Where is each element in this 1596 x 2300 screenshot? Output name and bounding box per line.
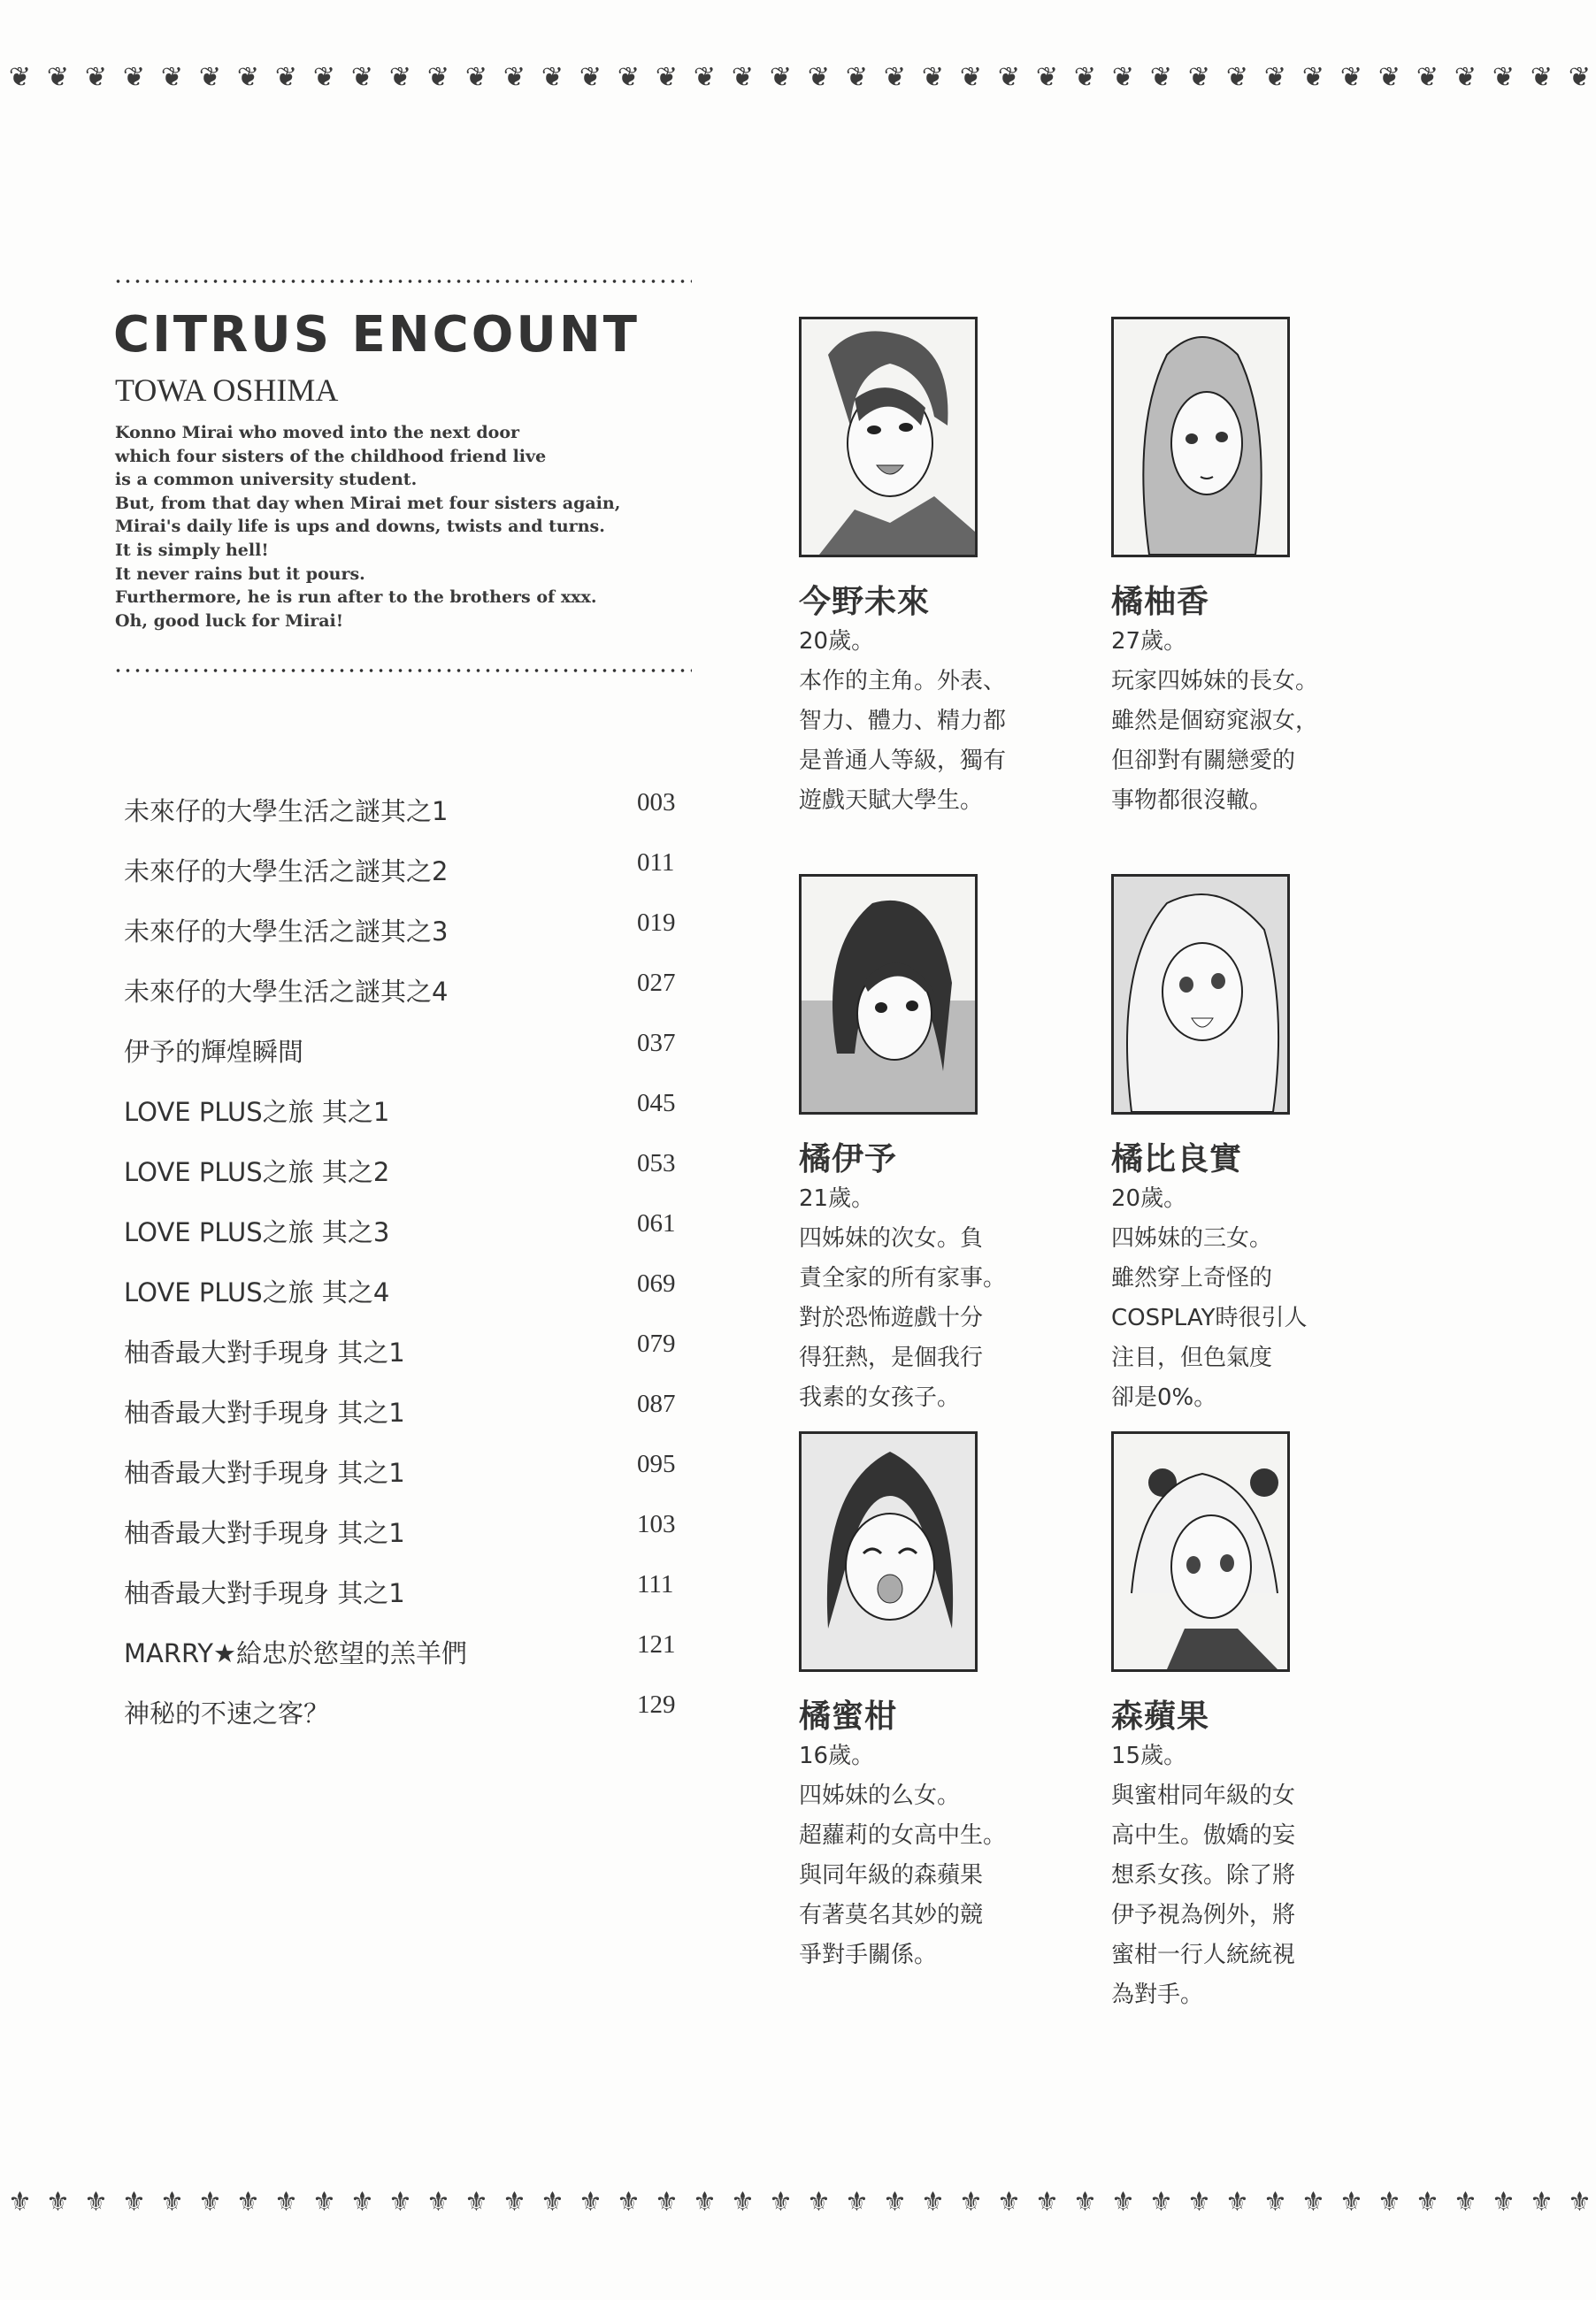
toc-entry-page: 053 [637, 1149, 676, 1177]
book-title: CITRUS ENCOUNT [113, 306, 640, 364]
ornament-glyph-icon: ❦ [84, 62, 106, 93]
toc-entry[interactable] [124, 1630, 699, 1694]
ornament-glyph-icon: ⚜ [1263, 2187, 1285, 2218]
character-card [1111, 874, 1412, 1418]
character-desc-line: 玩家四姊妹的長女。 [1111, 668, 1319, 694]
ornament-glyph-icon: ❦ [769, 62, 791, 93]
character-desc-line: 注目，但色氣度 [1111, 1345, 1273, 1371]
toc-entry-page: 069 [637, 1269, 676, 1298]
toc-entry-title: 未來仔的大學生活之謎其之4 [124, 977, 449, 1007]
character-age: 15歲。 [1111, 1743, 1187, 1769]
ornament-glyph-icon: ⚜ [997, 2187, 1019, 2218]
character-name: 橘柚香 [1111, 584, 1210, 620]
character-age: 27歲。 [1111, 628, 1187, 655]
character-age: 16歲。 [799, 1743, 875, 1769]
ornament-glyph-icon: ⚜ [1339, 2187, 1362, 2218]
dotted-divider-bottom [113, 669, 692, 672]
toc-entry-title: 柚香最大對手現身 其之1 [124, 1518, 405, 1548]
toc-entry-title: 柚香最大對手現身 其之1 [124, 1338, 405, 1368]
ornament-glyph-icon: ⚜ [655, 2187, 677, 2218]
character-age: 21歲。 [799, 1185, 875, 1212]
toc-entry[interactable] [124, 1690, 699, 1754]
character-name: 橘蜜柑 [799, 1698, 898, 1735]
toc-entry[interactable] [124, 1450, 699, 1514]
toc-entry-title: 伊予的輝煌瞬間 [124, 1037, 304, 1067]
synopsis-line: is a common university student. [115, 470, 418, 490]
synopsis-line: which four sisters of the childhood friend live [115, 446, 547, 466]
character-card [799, 1431, 1100, 1975]
bottom-ornamental-border [0, 2185, 1596, 2220]
synopsis-line: It is simply hell! [115, 540, 269, 560]
portrait-illustration-icon [802, 1434, 975, 1669]
ornament-glyph-icon: ❦ [807, 62, 829, 93]
toc-entry-page: 111 [637, 1570, 674, 1598]
ornament-glyph-icon: ⚜ [236, 2187, 258, 2218]
ornament-glyph-icon: ❦ [1530, 62, 1552, 93]
toc-entry-title: LOVE PLUS之旅 其之3 [124, 1217, 390, 1247]
toc-entry-title: 柚香最大對手現身 其之1 [124, 1578, 405, 1608]
ornament-glyph-icon: ❦ [997, 62, 1019, 93]
character-desc-line: 有著莫名其妙的競 [799, 1902, 984, 1928]
ornament-glyph-icon: ⚜ [312, 2187, 334, 2218]
ornament-glyph-icon: ⚜ [921, 2187, 943, 2218]
ornament-glyph-icon: ❦ [198, 62, 220, 93]
synopsis-line: Oh, good luck for Mirai! [115, 610, 344, 631]
character-desc-line: 四姊妹的次女。負 [799, 1225, 984, 1252]
character-desc-line: 為對手。 [1111, 1982, 1204, 2008]
ornament-glyph-icon: ⚜ [503, 2187, 525, 2218]
character-card [1111, 317, 1412, 821]
toc-entry-title: 未來仔的大學生活之謎其之3 [124, 916, 449, 947]
toc-entry-title: 神秘的不速之客？ [124, 1698, 330, 1729]
character-desc-line: 本作的主角。外表、 [799, 668, 1007, 694]
character-name: 橘伊予 [799, 1141, 898, 1177]
toc-entry-page: 003 [637, 788, 676, 816]
toc-entry-page: 019 [637, 908, 676, 937]
ornament-glyph-icon: ⚜ [1225, 2187, 1247, 2218]
toc-entry[interactable] [124, 848, 699, 912]
ornament-glyph-icon: ⚜ [1149, 2187, 1171, 2218]
ornament-glyph-icon: ❦ [1149, 62, 1171, 93]
character-card [1111, 1431, 1412, 2015]
ornament-glyph-icon: ⚜ [1530, 2187, 1552, 2218]
character-desc-line: 四姊妹的三女。 [1111, 1225, 1273, 1252]
ornament-glyph-icon: ❦ [1225, 62, 1247, 93]
portrait-female-long-hair [1111, 317, 1290, 557]
ornament-glyph-icon: ❦ [1111, 62, 1133, 93]
toc-entry-title: LOVE PLUS之旅 其之1 [124, 1097, 390, 1127]
ornament-glyph-icon: ❦ [1187, 62, 1209, 93]
portrait-illustration-icon [1114, 877, 1287, 1112]
toc-entry[interactable] [124, 1209, 699, 1273]
ornament-glyph-icon: ⚜ [883, 2187, 905, 2218]
ornament-glyph-icon: ⚜ [617, 2187, 639, 2218]
ornament-glyph-icon: ⚜ [1416, 2187, 1438, 2218]
toc-entry[interactable] [124, 1089, 699, 1153]
synopsis-line: Mirai's daily life is ups and downs, twists and turns. [115, 517, 605, 537]
ornament-glyph-icon: ❦ [617, 62, 639, 93]
character-desc-line: 爭對手關係。 [799, 1942, 938, 1968]
character-desc-line: 得狂熱，是個我行 [799, 1345, 984, 1371]
ornament-glyph-icon: ❦ [1339, 62, 1362, 93]
ornament-glyph-icon: ❦ [1492, 62, 1514, 93]
toc-entry-page: 011 [637, 848, 675, 877]
toc-entry[interactable] [124, 908, 699, 972]
ornament-glyph-icon: ⚜ [274, 2187, 296, 2218]
ornament-glyph-icon: ⚜ [160, 2187, 182, 2218]
toc-entry-title: 柚香最大對手現身 其之1 [124, 1458, 405, 1488]
ornament-glyph-icon: ⚜ [1073, 2187, 1095, 2218]
portrait-female-wavy-hair [1111, 874, 1290, 1115]
character-desc-line: 責全家的所有家事。 [799, 1265, 1007, 1292]
ornament-glyph-icon: ❦ [274, 62, 296, 93]
toc-entry[interactable] [124, 1149, 699, 1213]
ornament-glyph-icon: ⚜ [1377, 2187, 1400, 2218]
ornament-glyph-icon: ❦ [46, 62, 68, 93]
ornament-glyph-icon: ⚜ [769, 2187, 791, 2218]
ornament-glyph-icon: ⚜ [1035, 2187, 1057, 2218]
ornament-glyph-icon: ⚜ [1454, 2187, 1476, 2218]
ornament-glyph-icon: ⚜ [1187, 2187, 1209, 2218]
ornament-glyph-icon: ⚜ [388, 2187, 411, 2218]
ornament-glyph-icon: ⚜ [693, 2187, 715, 2218]
ornament-glyph-icon: ⚜ [579, 2187, 601, 2218]
ornament-glyph-icon: ❦ [160, 62, 182, 93]
character-desc-line: 我素的女孩子。 [799, 1384, 961, 1411]
toc-entry-page: 121 [637, 1630, 676, 1659]
toc-entry-page: 079 [637, 1330, 676, 1358]
character-desc-line: 與蜜柑同年級的女 [1111, 1782, 1296, 1809]
character-card [799, 317, 1100, 821]
toc-entry[interactable] [124, 969, 699, 1032]
ornament-glyph-icon: ❦ [959, 62, 981, 93]
ornament-glyph-icon: ❦ [350, 62, 372, 93]
character-desc-line: 卻是0%。 [1111, 1384, 1217, 1411]
ornament-glyph-icon: ⚜ [122, 2187, 144, 2218]
toc-entry-page: 095 [637, 1450, 676, 1478]
ornament-glyph-icon: ❦ [731, 62, 753, 93]
ornament-glyph-icon: ⚜ [8, 2187, 30, 2218]
toc-entry[interactable] [124, 788, 699, 852]
ornament-glyph-icon: ⚜ [959, 2187, 981, 2218]
character-desc-line: 超蘿莉的女高中生。 [799, 1822, 1007, 1849]
synopsis-line: It never rains but it pours. [115, 564, 365, 584]
ornament-glyph-icon: ❦ [1073, 62, 1095, 93]
ornament-glyph-icon: ❦ [388, 62, 411, 93]
ornament-glyph-icon: ❦ [1377, 62, 1400, 93]
ornament-glyph-icon: ❦ [693, 62, 715, 93]
ornament-glyph-icon: ❦ [236, 62, 258, 93]
ornament-glyph-icon: ❦ [1035, 62, 1057, 93]
ornament-glyph-icon: ⚜ [1492, 2187, 1514, 2218]
character-desc-line: 蜜柑一行人統統視 [1111, 1942, 1296, 1968]
character-desc-line: 伊予視為例外，將 [1111, 1902, 1296, 1928]
character-desc-line: 智力、體力、精力都 [799, 708, 1007, 734]
character-desc-line: 四姊妹的么女。 [799, 1782, 961, 1809]
toc-entry-page: 037 [637, 1029, 676, 1057]
toc-entry-page: 129 [637, 1690, 676, 1719]
ornament-glyph-icon: ❦ [1263, 62, 1285, 93]
ornament-glyph-icon: ❦ [312, 62, 334, 93]
portrait-female-short-dark-hair [799, 874, 978, 1115]
toc-entry[interactable] [124, 1570, 699, 1634]
character-card [799, 874, 1100, 1418]
character-desc-line: 遊戲天賦大學生。 [799, 787, 984, 814]
ornament-glyph-icon: ⚜ [1301, 2187, 1324, 2218]
toc-entry-page: 061 [637, 1209, 676, 1238]
portrait-illustration-icon [802, 877, 975, 1112]
toc-entry-page: 087 [637, 1390, 676, 1418]
toc-entry-title: LOVE PLUS之旅 其之2 [124, 1157, 390, 1187]
character-desc-line: 雖然是個窈窕淑女， [1111, 708, 1319, 734]
synopsis-line: Konno Mirai who moved into the next door [115, 423, 520, 442]
top-ornamental-border [0, 60, 1596, 96]
ornament-glyph-icon: ⚜ [426, 2187, 449, 2218]
ornament-glyph-icon: ❦ [845, 62, 867, 93]
synopsis-line: But, from that day when Mirai met four sisters again, [115, 493, 621, 513]
toc-entry-title: LOVE PLUS之旅 其之4 [124, 1277, 390, 1307]
author-name: TOWA OSHIMA [115, 372, 339, 408]
character-desc-line: 但卻對有關戀愛的 [1111, 748, 1296, 774]
toc-entry[interactable] [124, 1029, 699, 1092]
portrait-illustration-icon [802, 319, 975, 555]
character-age: 20歲。 [1111, 1185, 1187, 1212]
toc-entry-title: MARRY★給忠於慾望的羔羊們 [124, 1638, 468, 1668]
ornament-glyph-icon: ⚜ [1111, 2187, 1133, 2218]
character-desc-line: 高中生。傲嬌的妄 [1111, 1822, 1296, 1849]
ornament-glyph-icon: ⚜ [84, 2187, 106, 2218]
ornament-glyph-icon: ⚜ [198, 2187, 220, 2218]
toc-entry[interactable] [124, 1269, 699, 1333]
character-desc-line: 對於恐怖遊戲十分 [799, 1305, 984, 1331]
ornament-glyph-icon: ❦ [1454, 62, 1476, 93]
toc-entry[interactable] [124, 1390, 699, 1453]
ornament-glyph-icon: ❦ [579, 62, 601, 93]
table-of-contents [124, 788, 699, 1754]
portrait-male-dark-hair [799, 317, 978, 557]
character-desc-line: 是普通人等級，獨有 [799, 748, 1007, 774]
character-name: 橘比良實 [1111, 1141, 1243, 1177]
ornament-glyph-icon: ⚜ [845, 2187, 867, 2218]
synopsis [115, 421, 620, 632]
ornament-glyph-icon: ⚜ [350, 2187, 372, 2218]
character-desc-line: COSPLAY時很引人 [1111, 1305, 1308, 1331]
character-name: 森蘋果 [1111, 1698, 1210, 1735]
ornament-glyph-icon: ❦ [655, 62, 677, 93]
character-desc-line: 想系女孩。除了將 [1111, 1862, 1296, 1889]
toc-entry-page: 045 [637, 1089, 676, 1117]
ornament-glyph-icon: ❦ [541, 62, 563, 93]
ornament-glyph-icon: ❦ [122, 62, 144, 93]
ornament-glyph-icon: ⚜ [541, 2187, 563, 2218]
character-desc-line: 與同年級的森蘋果 [799, 1862, 984, 1889]
toc-entry-page: 103 [637, 1510, 676, 1538]
character-age: 20歲。 [799, 628, 875, 655]
toc-entry[interactable] [124, 1510, 699, 1574]
toc-entry-title: 柚香最大對手現身 其之1 [124, 1398, 405, 1428]
ornament-glyph-icon: ❦ [1416, 62, 1438, 93]
ornament-glyph-icon: ⚜ [1568, 2187, 1590, 2218]
ornament-glyph-icon: ❦ [503, 62, 525, 93]
toc-entry-title: 未來仔的大學生活之謎其之2 [124, 856, 449, 886]
ornament-glyph-icon: ⚜ [807, 2187, 829, 2218]
dotted-divider-top [113, 280, 692, 283]
ornament-glyph-icon: ⚜ [731, 2187, 753, 2218]
portrait-illustration-icon [1114, 1434, 1287, 1669]
ornament-glyph-icon: ❦ [883, 62, 905, 93]
portrait-female-apple-hair-ties [1111, 1431, 1290, 1672]
ornament-glyph-icon: ⚜ [46, 2187, 68, 2218]
character-desc-line: 事物都很沒轍。 [1111, 787, 1273, 814]
ornament-glyph-icon: ❦ [921, 62, 943, 93]
ornament-glyph-icon: ⚜ [464, 2187, 487, 2218]
portrait-illustration-icon [1114, 319, 1287, 555]
toc-entry-title: 未來仔的大學生活之謎其之1 [124, 796, 449, 826]
ornament-glyph-icon: ❦ [1568, 62, 1590, 93]
portrait-female-twintails-smiling [799, 1431, 978, 1672]
ornament-glyph-icon: ❦ [8, 62, 30, 93]
character-name: 今野未來 [799, 584, 931, 620]
toc-entry-page: 027 [637, 969, 676, 997]
character-desc-line: 雖然穿上奇怪的 [1111, 1265, 1273, 1292]
ornament-glyph-icon: ❦ [426, 62, 449, 93]
ornament-glyph-icon: ❦ [1301, 62, 1324, 93]
synopsis-line: Furthermore, he is run after to the brothers of xxx. [115, 587, 597, 608]
ornament-glyph-icon: ❦ [464, 62, 487, 93]
toc-entry[interactable] [124, 1330, 699, 1393]
